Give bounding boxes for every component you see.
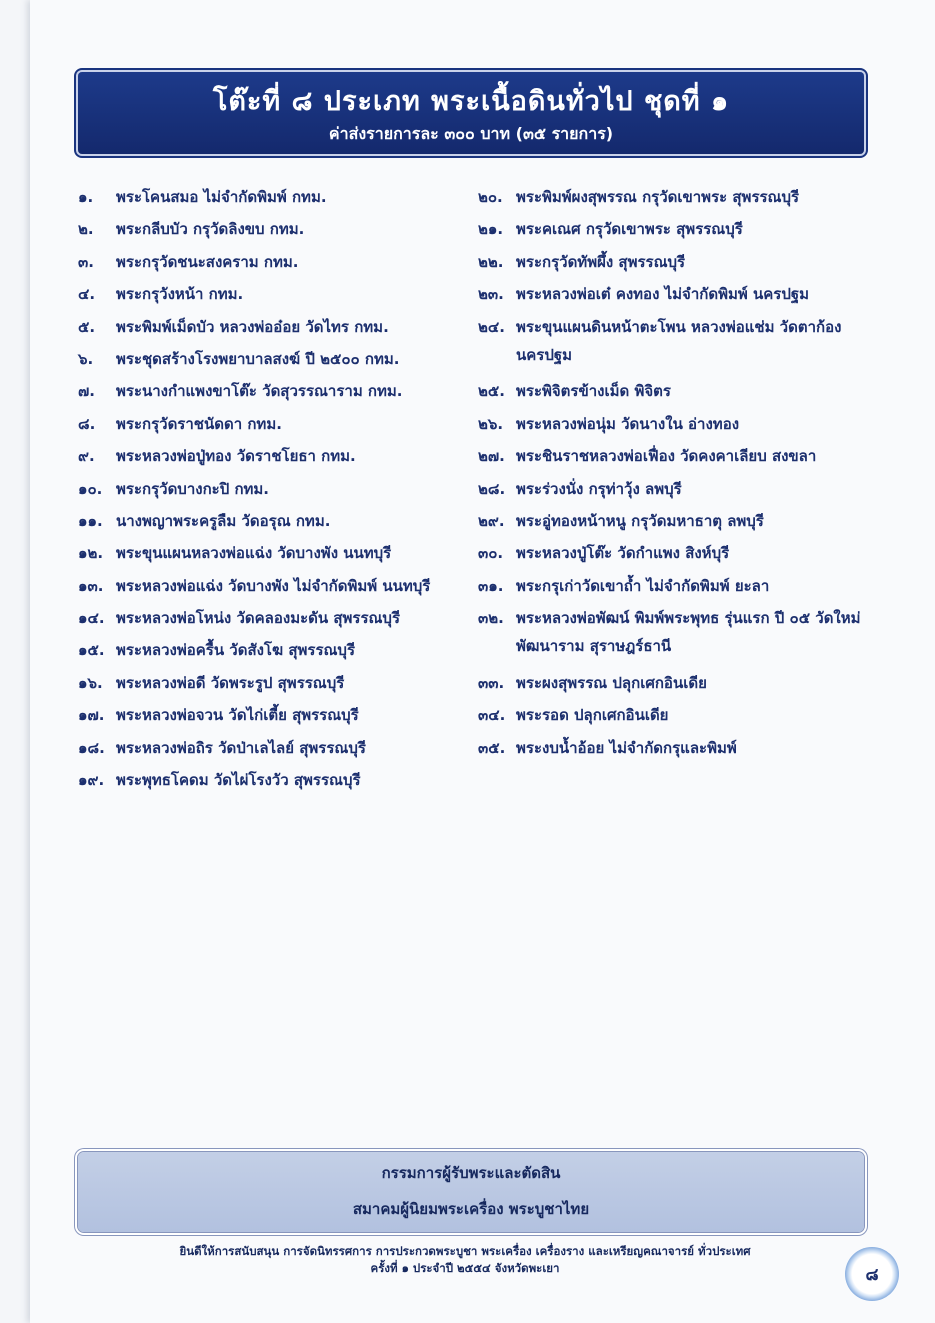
list-item <box>78 766 468 798</box>
item-number: ๒๖. <box>478 414 504 433</box>
item-number: ๓๐. <box>478 544 504 563</box>
item-text: พระพิมพ์ผงสุพรรณ กรุวัดเขาพระ สุพรรณบุรี <box>516 188 800 206</box>
list-item <box>478 215 888 247</box>
item-text: พระผงสุพรรณ ปลุกเศกอินเดีย <box>516 673 707 692</box>
item-number: ๒๙. <box>478 511 505 530</box>
item-text: พระกรุวัดบางกะปิ กทม. <box>116 479 270 498</box>
item-number: ๒๐. <box>478 188 503 206</box>
item-number: ๓๔. <box>478 706 506 725</box>
item-number: ๘. <box>78 414 96 433</box>
list-item <box>78 345 468 377</box>
page-title: โต๊ะที่ ๘ ประเภท พระเนื้อดินทั่วไป ชุดที่ ๑ <box>212 86 730 117</box>
item-number: ๓๒. <box>478 609 504 628</box>
list-item <box>478 377 888 409</box>
item-text: พระงบน้ำอ้อย ไม่จำกัดกรุและพิมพ์ <box>516 738 737 757</box>
item-text: พระหลวงพ่อแฉ่ง วัดบางพัง ไม่จำกัดพิมพ์ นนทบุรี <box>116 576 431 595</box>
list-item <box>478 475 888 507</box>
item-number: ๒๓. <box>478 285 504 304</box>
list-item <box>78 701 468 733</box>
list-item <box>478 604 888 669</box>
list-item <box>78 280 468 312</box>
item-text: พระโคนสมอ ไม่จำกัดพิมพ์ กทม. <box>116 188 327 206</box>
item-number: ๑๔. <box>78 609 105 628</box>
list-item <box>78 410 468 442</box>
item-text: พระหลวงพ่อพัฒน์ พิมพ์พระพุทธ รุ่นแรก ปี ๐๕ วัดใหม่พัฒนาราม สุราษฎร์ธานี <box>516 609 861 656</box>
item-number: ๑๙. <box>78 771 105 790</box>
item-number: ๒. <box>78 220 94 239</box>
item-number: ๖. <box>78 349 94 368</box>
item-text: พระหลวงพ่อดี วัดพระรูป สุพรรณบุรี <box>116 673 345 692</box>
page-number: ๘ <box>865 1264 879 1285</box>
item-number: ๑๑. <box>78 511 103 530</box>
list-item <box>478 183 888 215</box>
list-item <box>78 636 468 668</box>
item-number: ๓๑. <box>478 576 504 595</box>
item-text: พระพุทธโคดม วัดไผ่โรงวัว สุพรรณบุรี <box>116 771 361 790</box>
item-number: ๒๑. <box>478 220 504 239</box>
table-header-banner <box>78 72 864 154</box>
item-text: พระกรุวัดราชนัดดา กทม. <box>116 414 282 433</box>
list-item <box>478 442 888 474</box>
item-number: ๒๘. <box>478 479 506 498</box>
item-text: พระกรุวังหน้า กทม. <box>116 285 244 304</box>
list-item <box>78 669 468 701</box>
item-text: นางพญาพระครูลืม วัดอรุณ กทม. <box>116 511 331 530</box>
item-list-right <box>478 183 888 766</box>
list-item <box>478 734 888 766</box>
item-text: พระคเณศ กรุวัดเขาพระ สุพรรณบุรี <box>516 220 743 239</box>
list-item <box>478 248 888 280</box>
list-item <box>78 377 468 409</box>
item-number: ๑๖. <box>78 673 103 692</box>
list-item <box>78 539 468 571</box>
page-subtitle: ค่าส่งรายการละ ๓๐๐ บาท (๓๕ รายการ) <box>328 124 614 143</box>
list-item <box>478 280 888 312</box>
item-number: ๔. <box>78 285 96 304</box>
item-text: พระพิมพ์เม็ดบัว หลวงพ่ออ๋อย วัดไทร กทม. <box>116 317 389 336</box>
item-number: ๒๕. <box>478 382 505 401</box>
list-item <box>78 442 468 474</box>
list-item <box>478 410 888 442</box>
item-text: พระขุนแผนดินหน้าตะโพน หลวงพ่อแช่ม วัดตาก้อง นครปฐม <box>516 317 842 364</box>
list-item <box>78 604 468 636</box>
list-item <box>478 669 888 701</box>
item-number: ๒๒. <box>478 252 504 271</box>
footnote-line-2: ครั้งที่ ๑ ประจำปี ๒๕๕๔ จังหวัดพะเยา <box>370 1261 560 1275</box>
item-text: พระหลวงพ่อนุ่ม วัดนางใน อ่างทอง <box>516 414 740 433</box>
item-number: ๑๕. <box>78 641 105 660</box>
item-list-left <box>78 183 468 798</box>
item-number: ๑๗. <box>78 706 105 725</box>
item-text: พระพิจิตรข้างเม็ด พิจิตร <box>516 382 671 401</box>
list-item <box>78 734 468 766</box>
committee-box <box>78 1152 864 1232</box>
item-number: ๓๕. <box>478 738 506 757</box>
item-number: ๓. <box>78 252 94 271</box>
item-text: พระนางกำแพงขาโต๊ะ วัดสุวรรณาราม กทม. <box>116 382 403 401</box>
item-text: พระชุดสร้างโรงพยาบาลสงฆ์ ปี ๒๕๐๐ กทม. <box>116 349 400 368</box>
footnote-line-1: ยินดีให้การสนับสนุน การจัดนิทรรศการ การประกวดพระบูชา พระเครื่อง เครื่องราง และเหรียญคณาจารย์ ทั่วประเทศ <box>179 1244 751 1258</box>
item-number: ๙. <box>78 447 95 466</box>
item-number: ๒๗. <box>478 447 505 466</box>
item-text: พระชินราชหลวงพ่อเฟื่อง วัดคงคาเลียบ สงขลา <box>516 447 817 466</box>
item-text: พระกรุเก่าวัดเขาถ้ำ ไม่จำกัดพิมพ์ ยะลา <box>516 576 770 595</box>
item-text: พระหลวงพ่อเต๋ คงทอง ไม่จำกัดพิมพ์ นครปฐม <box>516 285 809 304</box>
item-text: พระหลวงปู่โต๊ะ วัดกำแพง สิงห์บุรี <box>516 544 730 563</box>
item-text: พระกลีบบัว กรุวัดลิงขบ กทม. <box>116 220 305 239</box>
item-number: ๗. <box>78 382 95 401</box>
item-text: พระหลวงพ่อจวน วัดไก่เตี้ย สุพรรณบุรี <box>116 706 359 725</box>
item-text: พระขุนแผนหลวงพ่อแฉ่ง วัดบางพัง นนทบุรี <box>116 544 392 563</box>
item-number: ๓๓. <box>478 673 505 692</box>
item-number: ๑. <box>78 188 94 206</box>
list-item <box>478 507 888 539</box>
item-text: พระหลวงพ่อถิร วัดป่าเลไลย์ สุพรรณบุรี <box>116 738 366 757</box>
list-item <box>78 248 468 280</box>
list-item <box>78 507 468 539</box>
list-item <box>78 313 468 345</box>
list-item <box>78 572 468 604</box>
item-text: พระหลวงพ่อปู่ทอง วัดราชโยธา กทม. <box>116 447 356 466</box>
list-item <box>478 572 888 604</box>
item-number: ๒๔. <box>478 317 505 336</box>
page-number-badge <box>845 1247 899 1301</box>
item-text: พระกรุวัดชนะสงคราม กทม. <box>116 252 299 271</box>
item-number: ๑๒. <box>78 544 104 563</box>
list-item <box>78 183 468 215</box>
item-text: พระร่วงนั่ง กรุท่าวุ้ง ลพบุรี <box>516 479 682 498</box>
item-number: ๕. <box>78 317 96 336</box>
item-number: ๑๘. <box>78 738 105 757</box>
list-item <box>478 313 888 378</box>
footnote <box>95 1243 835 1277</box>
item-text: พระกรุวัดทัพผึ้ง สุพรรณบุรี <box>516 252 686 271</box>
item-number: ๑๓. <box>78 576 104 595</box>
list-item <box>78 475 468 507</box>
association-name: สมาคมผู้นิยมพระเครื่อง พระบูชาไทย <box>352 1200 590 1218</box>
list-item <box>78 215 468 247</box>
item-text: พระหลวงพ่อโหน่ง วัดคลองมะดัน สุพรรณบุรี <box>116 609 401 628</box>
item-text: พระอู่ทองหน้าหนู กรุวัดมหาธาตุ ลพบุรี <box>516 511 764 530</box>
committee-title: กรรมการผู้รับพระและตัดสิน <box>381 1164 561 1182</box>
list-item <box>478 539 888 571</box>
item-text: พระรอด ปลุกเศกอินเดีย <box>516 706 669 725</box>
item-text: พระหลวงพ่อครื้น วัดสังโฆ สุพรรณบุรี <box>116 641 355 660</box>
item-number: ๑๐. <box>78 479 103 498</box>
list-item <box>478 701 888 733</box>
